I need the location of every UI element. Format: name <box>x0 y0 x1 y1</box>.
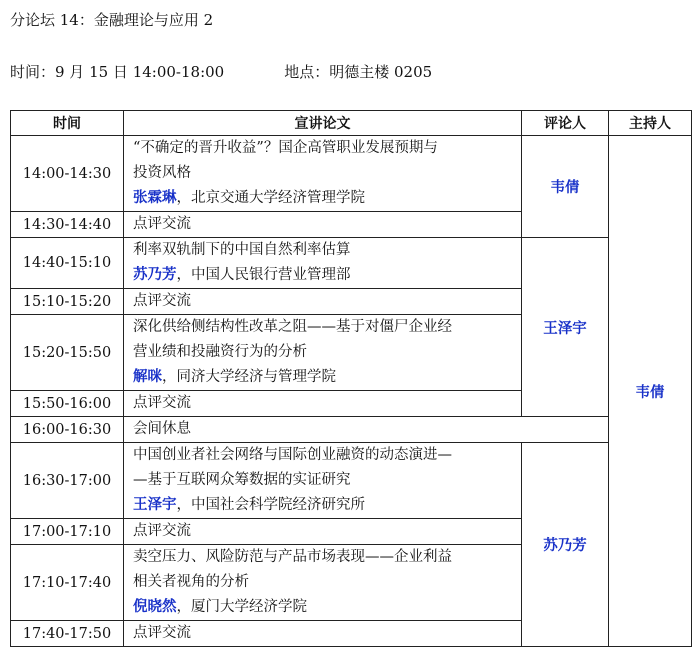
paper-cell <box>124 315 522 391</box>
table-row <box>11 136 692 212</box>
commentator-cell: 王泽宇 <box>522 238 609 417</box>
commentator-cell: 苏乃芳 <box>522 443 609 647</box>
paper-title-line: 利率双轨制下的中国自然利率估算 <box>133 242 351 258</box>
discussion-label: 点评交流 <box>133 216 191 232</box>
session-time: 时间：9 月 15 日 14:00-18:00 <box>10 63 225 81</box>
time-cell: 17:10-17:40 <box>11 545 124 621</box>
header-paper: 宣讲论文 <box>124 111 522 136</box>
paper-cell <box>124 136 522 212</box>
author-affiliation: ，北京交通大学经济管理学院 <box>176 190 365 206</box>
paper-cell <box>124 621 522 647</box>
host-cell: 韦倩 <box>609 136 692 647</box>
session-location: 地点：明德主楼 0205 <box>284 63 433 81</box>
discussion-label: 点评交流 <box>133 523 191 539</box>
paper-title-line: 相关者视角的分析 <box>133 574 249 590</box>
paper-author-line <box>133 493 521 518</box>
header-time: 时间 <box>11 111 124 136</box>
paper-cell <box>124 212 522 238</box>
paper-cell <box>124 238 522 289</box>
time-cell: 17:40-17:50 <box>11 621 124 647</box>
table-row <box>11 417 692 443</box>
paper-author-line <box>133 186 521 211</box>
author-name: 王泽宇 <box>133 497 177 513</box>
commentator-cell: 韦倩 <box>522 136 609 238</box>
time-cell: 14:40-15:10 <box>11 238 124 289</box>
paper-title-line: “不确定的晋升收益”？国企高管职业发展预期与 <box>133 140 438 156</box>
table-row <box>11 238 692 289</box>
paper-cell <box>124 443 522 519</box>
session-meta <box>10 62 432 82</box>
author-name: 苏乃芳 <box>133 267 177 283</box>
paper-cell <box>124 391 522 417</box>
author-name: 解咪 <box>133 369 162 385</box>
header-commentator: 评论人 <box>522 111 609 136</box>
header-host: 主持人 <box>609 111 692 136</box>
time-cell: 17:00-17:10 <box>11 519 124 545</box>
schedule-table <box>10 110 692 647</box>
time-cell: 14:30-14:40 <box>11 212 124 238</box>
author-affiliation: ，中国人民银行营业管理部 <box>176 267 351 283</box>
time-cell: 15:10-15:20 <box>11 289 124 315</box>
table-row <box>11 443 692 519</box>
time-cell: 16:30-17:00 <box>11 443 124 519</box>
author-affiliation: ，同济大学经济与管理学院 <box>162 369 336 385</box>
paper-cell <box>124 289 522 315</box>
time-cell: 15:20-15:50 <box>11 315 124 391</box>
paper-title-line: 投资风格 <box>133 165 191 181</box>
paper-title-line: 深化供给侧结构性改革之阻——基于对僵尸企业经 <box>133 319 452 335</box>
discussion-label: 点评交流 <box>133 625 191 641</box>
paper-title-line: 营业绩和投融资行为的分析 <box>133 344 307 360</box>
paper-author-line <box>133 263 521 288</box>
author-name: 倪晓然 <box>133 599 177 615</box>
time-cell: 14:00-14:30 <box>11 136 124 212</box>
paper-author-line <box>133 365 521 390</box>
break-cell <box>124 417 609 443</box>
paper-title-line: 卖空压力、风险防范与产品市场表现——企业利益 <box>133 549 452 565</box>
discussion-label: 点评交流 <box>133 395 191 411</box>
time-cell: 15:50-16:00 <box>11 391 124 417</box>
author-affiliation: ，厦门大学经济学院 <box>176 599 307 615</box>
paper-author-line <box>133 595 521 620</box>
author-name: 张霖琳 <box>133 190 177 206</box>
paper-cell <box>124 545 522 621</box>
paper-title-line: 中国创业者社会网络与国际创业融资的动态演进— <box>133 447 452 463</box>
author-affiliation: ，中国社会科学院经济研究所 <box>176 497 365 513</box>
paper-title-line: —基于互联网众筹数据的实证研究 <box>133 472 351 488</box>
discussion-label: 点评交流 <box>133 293 191 309</box>
paper-cell <box>124 519 522 545</box>
time-cell: 16:00-16:30 <box>11 417 124 443</box>
forum-title: 分论坛 14：金融理论与应用 2 <box>10 11 214 29</box>
break-label: 会间休息 <box>133 421 191 437</box>
table-header-row <box>11 111 692 136</box>
